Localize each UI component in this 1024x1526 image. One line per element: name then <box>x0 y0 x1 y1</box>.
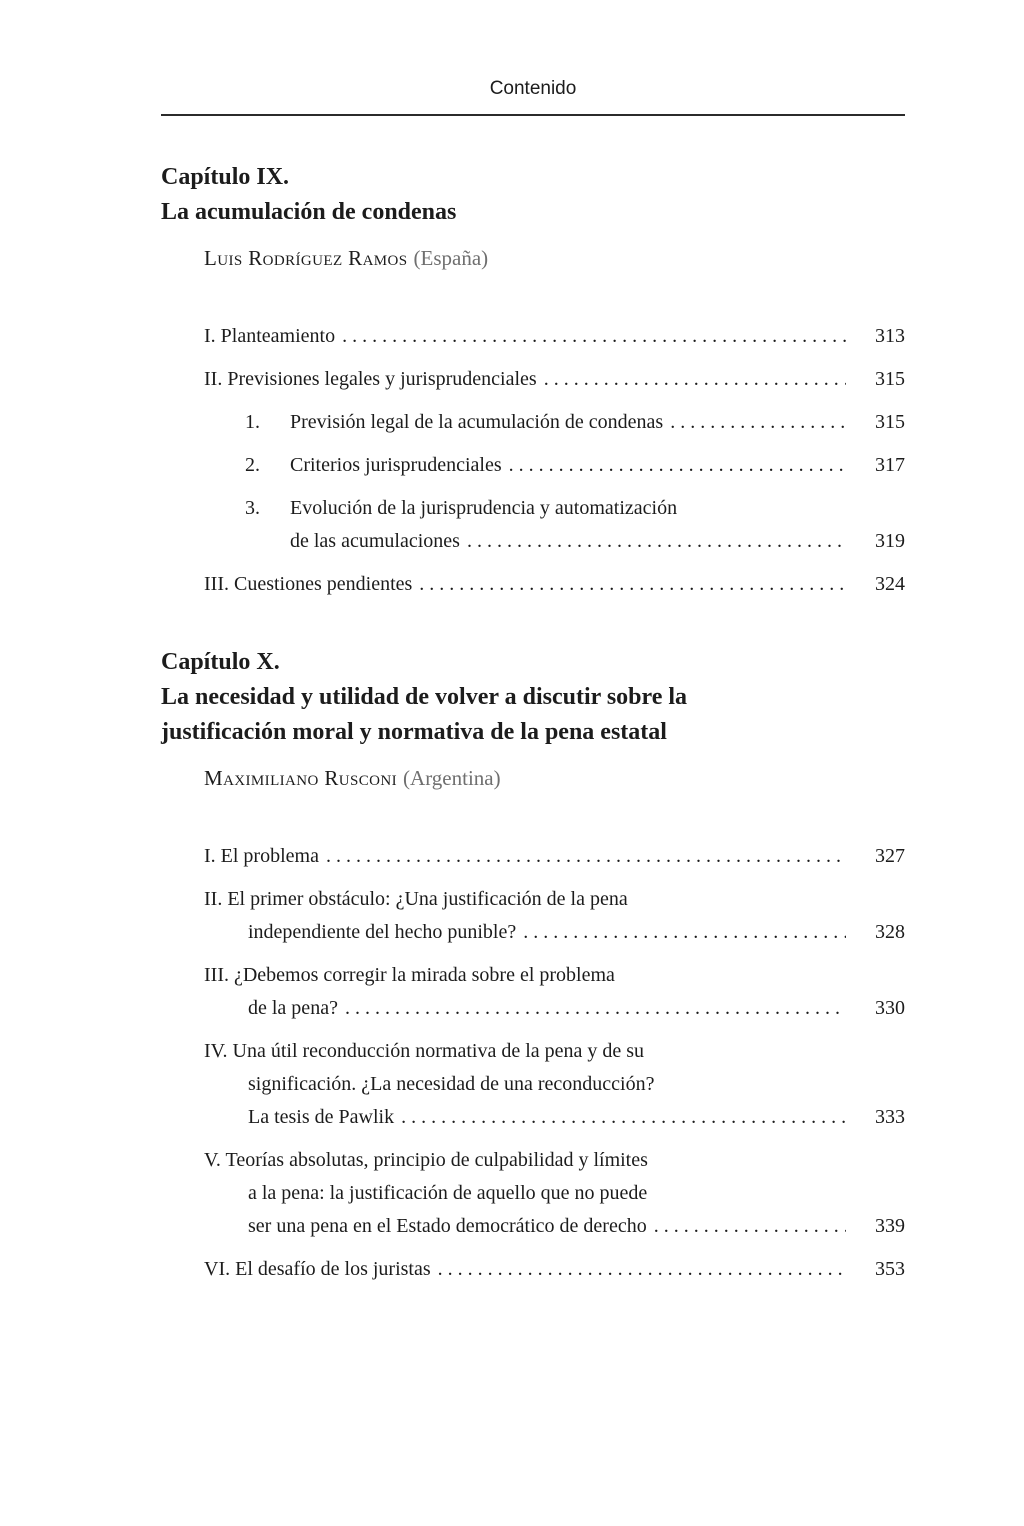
dot-leader <box>654 1210 846 1243</box>
chapter-author-line <box>161 764 905 792</box>
dot-leader <box>345 992 846 1025</box>
toc-entry-text: de las acumulaciones <box>290 530 460 552</box>
toc-entry-text: Evolución de la jurisprudencia y automatización <box>290 497 678 519</box>
dot-leader <box>544 363 846 396</box>
toc-entry <box>161 1144 905 1243</box>
toc-entry-text: III. ¿Debemos corregir la mirada sobre el problema <box>204 964 615 986</box>
toc-entry-line <box>161 1253 905 1286</box>
dot-leader <box>326 840 846 873</box>
chapter-title: La necesidad y utilidad de volver a discutir sobre la <box>161 684 688 710</box>
toc-entry <box>161 320 905 353</box>
toc-entry <box>161 1035 905 1134</box>
toc-entry-line <box>161 1144 905 1177</box>
page-number: 313 <box>875 325 905 347</box>
page-number: 353 <box>875 1258 905 1280</box>
toc-entry-text: Criterios jurisprudenciales <box>290 454 502 476</box>
dot-leader <box>523 916 846 949</box>
toc-entry-line <box>161 320 905 353</box>
toc-entry-line <box>161 1177 905 1210</box>
toc-entry-text: significación. ¿La necesidad de una reconducción? <box>248 1073 655 1095</box>
chapter-author-line <box>161 244 905 272</box>
item-number: 3. <box>245 497 260 519</box>
toc-entry-line <box>161 406 905 439</box>
toc-entry-text: VI. El desafío de los juristas <box>204 1258 431 1280</box>
page-number: 327 <box>875 845 905 867</box>
item-number: 2. <box>245 454 260 476</box>
toc-entry-text: La tesis de Pawlik <box>248 1106 395 1128</box>
dot-leader <box>670 406 846 439</box>
dot-leader <box>438 1253 846 1286</box>
author-origin: (España) <box>413 246 489 270</box>
toc-entry <box>161 883 905 949</box>
dot-leader <box>419 568 846 601</box>
toc-entry <box>161 1253 905 1286</box>
dot-leader <box>342 320 846 353</box>
toc-entry-text: Previsión legal de la acumulación de condenas <box>290 411 664 433</box>
toc-entry <box>161 363 905 396</box>
toc-entry-line <box>161 1035 905 1068</box>
chapter-label: Capítulo X. <box>161 649 280 675</box>
author-name: Luis Rodríguez Ramos <box>204 246 408 270</box>
toc-entry-text: ser una pena en el Estado democrático de derecho <box>248 1215 647 1237</box>
toc-entry-line <box>161 568 905 601</box>
page-number: 324 <box>875 573 905 595</box>
toc-entry-line <box>161 959 905 992</box>
page-number: 315 <box>875 368 905 390</box>
toc-entry-text: de la pena? <box>248 997 338 1019</box>
chapter-ix-section <box>161 160 905 601</box>
toc-entry-line <box>161 916 905 949</box>
toc-entry-line <box>161 1210 905 1243</box>
author-origin: (Argentina) <box>403 766 501 790</box>
chapter-title: justificación moral y normativa de la pena estatal <box>161 719 667 745</box>
page-number: 330 <box>875 997 905 1019</box>
chapter-x-section <box>161 645 905 1286</box>
toc-entry <box>161 449 905 482</box>
toc-entry <box>161 568 905 601</box>
chapter-title: La acumulación de condenas <box>161 199 457 225</box>
toc-entry-text: II. Previsiones legales y jurisprudenciales <box>204 368 537 390</box>
item-number: 1. <box>245 411 260 433</box>
toc-entry-text: I. El problema <box>204 845 319 867</box>
toc-entry-text: IV. Una útil reconducción normativa de la pena y de su <box>204 1040 645 1062</box>
page-number: 328 <box>875 921 905 943</box>
toc-entry-text: independiente del hecho punible? <box>248 921 517 943</box>
toc-entry-text: V. Teorías absolutas, principio de culpabilidad y límites <box>204 1149 648 1171</box>
toc-entry <box>161 492 905 558</box>
toc-entry-line <box>161 1068 905 1101</box>
page-number: 333 <box>875 1106 905 1128</box>
toc-entry <box>161 840 905 873</box>
toc-entry-line <box>161 992 905 1025</box>
toc-entry-line <box>161 1101 905 1134</box>
toc-entry-text: III. Cuestiones pendientes <box>204 573 413 595</box>
toc-entry-line <box>161 492 905 525</box>
toc-entry-text: II. El primer obstáculo: ¿Una justificación de la pena <box>204 888 628 910</box>
dot-leader <box>467 525 846 558</box>
toc-entry-text: a la pena: la justificación de aquello que no puede <box>248 1182 648 1204</box>
toc-entries <box>161 840 905 1286</box>
toc-entry-line <box>161 363 905 396</box>
toc-entries <box>161 320 905 601</box>
page-number: 339 <box>875 1215 905 1237</box>
toc-entry-line <box>161 840 905 873</box>
toc-entry <box>161 406 905 439</box>
page-number: 315 <box>875 411 905 433</box>
author-name: Maximiliano Rusconi <box>204 766 398 790</box>
header-rule <box>161 114 905 116</box>
toc-entry-line <box>161 525 905 558</box>
toc-entry-text: I. Planteamiento <box>204 325 336 347</box>
page-number: 319 <box>875 530 905 552</box>
toc-entry-line <box>161 449 905 482</box>
chapter-label: Capítulo IX. <box>161 164 290 190</box>
toc-entry <box>161 959 905 1025</box>
dot-leader <box>509 449 846 482</box>
page-number: 317 <box>875 454 905 476</box>
running-header: Contenido <box>489 78 577 99</box>
toc-entry-line <box>161 883 905 916</box>
dot-leader <box>401 1101 846 1134</box>
page-content <box>161 0 905 1286</box>
